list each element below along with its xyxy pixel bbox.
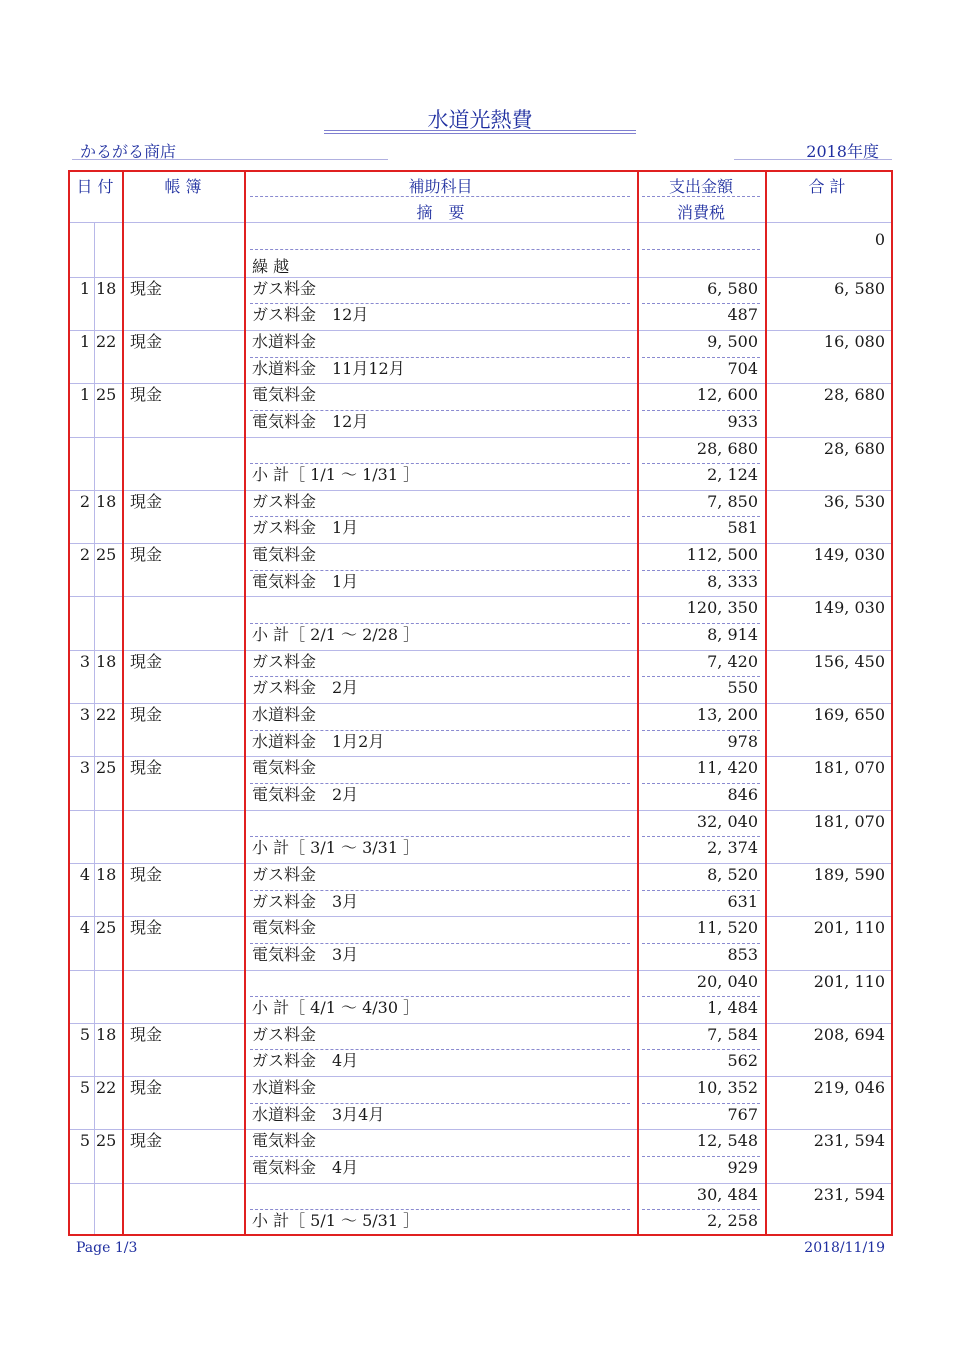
row-total: 169, 650 <box>813 705 885 724</box>
row-sub-account: 水道料金 <box>252 705 317 724</box>
row-month: 1 <box>79 331 90 351</box>
row-book: 現金 <box>130 385 163 405</box>
row-total: 6, 580 <box>834 278 885 298</box>
row-book: 現金 <box>130 1024 163 1044</box>
header-book: 帳 簿 <box>164 177 202 196</box>
row-tax: 487 <box>727 305 758 325</box>
row-memo: 電気料金 1月 <box>252 571 359 591</box>
row-total: 219, 046 <box>813 1078 885 1098</box>
row-amount: 30, 484 <box>696 1184 758 1204</box>
row-month: 5 <box>79 1131 90 1151</box>
row-month: 4 <box>79 918 90 938</box>
row-tax: 2, 258 <box>707 1211 758 1231</box>
report-title: 水道光熱費 <box>427 108 533 132</box>
table-frame <box>68 170 893 1236</box>
row-amount: 12, 548 <box>696 1131 758 1151</box>
row-amount: 28, 680 <box>696 438 758 458</box>
row-amount: 7, 584 <box>707 1024 758 1044</box>
row-total: 231, 594 <box>813 1131 885 1151</box>
row-book: 現金 <box>130 331 163 351</box>
shop-underline <box>72 159 388 160</box>
row-book: 現金 <box>130 705 163 724</box>
row-tax: 8, 914 <box>707 625 758 644</box>
row-book: 現金 <box>130 545 163 565</box>
row-month: 3 <box>79 651 90 671</box>
row-book: 現金 <box>130 651 163 671</box>
row-memo: 小 計［ 5/1 ～ 5/31 ］ <box>252 1211 420 1231</box>
row-memo: ガス料金 4月 <box>252 1051 359 1071</box>
row-tax: 767 <box>727 1104 758 1124</box>
fiscal-year: 2018年度 <box>806 142 879 161</box>
row-month: 4 <box>79 864 90 884</box>
year-underline <box>734 159 892 160</box>
row-day: 18 <box>96 651 117 671</box>
row-tax: 929 <box>727 1158 758 1177</box>
row-book: 現金 <box>130 864 163 884</box>
row-tax: 550 <box>727 678 758 698</box>
row-day: 22 <box>96 1078 117 1098</box>
row-tax: 704 <box>727 358 758 378</box>
row-day: 18 <box>96 1024 117 1044</box>
row-memo: 小 計［ 3/1 ～ 3/31 ］ <box>252 838 420 858</box>
row-sub-account: ガス料金 <box>252 1024 317 1044</box>
row-sub-account: 電気料金 <box>252 385 317 405</box>
row-memo: 小 計［ 1/1 ～ 1/31 ］ <box>252 465 420 485</box>
row-book: 現金 <box>130 491 163 511</box>
row-day: 25 <box>96 758 117 778</box>
row-amount: 7, 420 <box>707 651 758 671</box>
header-summary: 摘 要 <box>416 203 465 222</box>
row-memo: 小 計［ 4/1 ～ 4/30 ］ <box>252 998 420 1018</box>
header-sub-account: 補助科目 <box>408 177 473 196</box>
row-tax: 8, 333 <box>707 571 758 591</box>
row-sub-account: 電気料金 <box>252 1131 317 1151</box>
row-amount: 13, 200 <box>696 705 758 724</box>
row-day: 25 <box>96 385 117 405</box>
row-day: 22 <box>96 331 117 351</box>
header-amount: 支出金額 <box>668 177 733 196</box>
title-underline <box>324 130 636 131</box>
row-month: 1 <box>79 385 90 405</box>
row-memo: 電気料金 2月 <box>252 784 359 804</box>
row-amount: 11, 420 <box>696 758 758 778</box>
row-memo: 水道料金 1月2月 <box>252 731 385 751</box>
row-total: 16, 080 <box>823 331 885 351</box>
row-day: 25 <box>96 1131 117 1151</box>
row-month: 5 <box>79 1078 90 1098</box>
row-total: 231, 594 <box>813 1184 885 1204</box>
row-total: 28, 680 <box>823 385 885 405</box>
row-sub-account: ガス料金 <box>252 651 317 671</box>
row-memo: 電気料金 3月 <box>252 944 359 964</box>
row-tax: 631 <box>727 891 758 911</box>
row-tax: 853 <box>727 944 758 964</box>
shop-name: かるがる商店 <box>80 142 177 161</box>
row-total: 36, 530 <box>823 491 885 511</box>
row-amount: 20, 040 <box>696 971 758 991</box>
row-total: 156, 450 <box>813 651 885 671</box>
row-day: 18 <box>96 278 117 298</box>
row-amount: 7, 850 <box>707 491 758 511</box>
row-month: 3 <box>79 705 90 724</box>
header-total: 合 計 <box>808 177 846 196</box>
row-memo: 水道料金 3月4月 <box>252 1104 385 1124</box>
row-memo: 小 計［ 2/1 ～ 2/28 ］ <box>252 625 420 644</box>
row-total: 149, 030 <box>813 545 885 565</box>
row-total: 181, 070 <box>813 811 885 831</box>
row-amount: 32, 040 <box>696 811 758 831</box>
row-memo: ガス料金 2月 <box>252 678 359 698</box>
row-month: 2 <box>79 491 90 511</box>
ledger-table <box>68 170 893 1236</box>
row-total: 201, 110 <box>813 918 885 938</box>
header-tax: 消費税 <box>676 203 725 222</box>
row-book: 現金 <box>130 1131 163 1151</box>
row-amount: 9, 500 <box>707 331 758 351</box>
row-total: 28, 680 <box>823 438 885 458</box>
row-total: 208, 694 <box>813 1024 885 1044</box>
row-book: 現金 <box>130 918 163 938</box>
row-tax: 2, 124 <box>707 465 758 485</box>
row-month: 3 <box>79 758 90 778</box>
row-sub-account: 水道料金 <box>252 1078 317 1098</box>
row-tax: 978 <box>727 731 758 751</box>
row-day: 25 <box>96 918 117 938</box>
row-amount: 6, 580 <box>707 278 758 298</box>
row-amount: 12, 600 <box>696 385 758 405</box>
row-total: 201, 110 <box>813 971 885 991</box>
header-date: 日 付 <box>76 177 114 196</box>
row-total: 149, 030 <box>813 598 885 618</box>
row-day: 18 <box>96 864 117 884</box>
row-sub-account: 電気料金 <box>252 545 317 565</box>
row-sub-account: ガス料金 <box>252 278 317 298</box>
row-day: 25 <box>96 545 117 565</box>
page-number: Page 1/3 <box>76 1240 138 1256</box>
row-total: 181, 070 <box>813 758 885 778</box>
row-month: 2 <box>79 545 90 565</box>
print-date: 2018/11/19 <box>804 1240 885 1256</box>
row-memo: 電気料金 4月 <box>252 1158 359 1177</box>
row-tax: 562 <box>727 1051 758 1071</box>
row-month: 1 <box>79 278 90 298</box>
opening-total: 0 <box>874 230 885 249</box>
title-underline-2 <box>324 133 636 134</box>
row-book: 現金 <box>130 1078 163 1098</box>
row-book: 現金 <box>130 278 163 298</box>
row-amount: 11, 520 <box>696 918 758 938</box>
row-tax: 581 <box>727 518 758 538</box>
row-memo: 電気料金 12月 <box>252 411 369 431</box>
row-memo: 水道料金 11月12月 <box>252 358 405 378</box>
row-total: 189, 590 <box>813 864 885 884</box>
row-sub-account: 電気料金 <box>252 918 317 938</box>
row-tax: 2, 374 <box>707 838 758 858</box>
row-memo: ガス料金 1月 <box>252 518 359 538</box>
row-sub-account: 水道料金 <box>252 331 317 351</box>
row-tax: 1, 484 <box>707 998 758 1018</box>
row-memo: ガス料金 12月 <box>252 305 369 325</box>
row-sub-account: 電気料金 <box>252 758 317 778</box>
opening-label: 繰 越 <box>252 257 290 276</box>
row-day: 18 <box>96 491 117 511</box>
row-day: 22 <box>96 705 117 724</box>
row-amount: 120, 350 <box>686 598 758 618</box>
row-amount: 8, 520 <box>707 864 758 884</box>
row-book: 現金 <box>130 758 163 778</box>
row-amount: 112, 500 <box>686 545 758 565</box>
row-month: 5 <box>79 1024 90 1044</box>
row-sub-account: ガス料金 <box>252 864 317 884</box>
row-memo: ガス料金 3月 <box>252 891 359 911</box>
row-tax: 846 <box>727 784 758 804</box>
row-amount: 10, 352 <box>696 1078 758 1098</box>
row-sub-account: ガス料金 <box>252 491 317 511</box>
row-tax: 933 <box>727 411 758 431</box>
